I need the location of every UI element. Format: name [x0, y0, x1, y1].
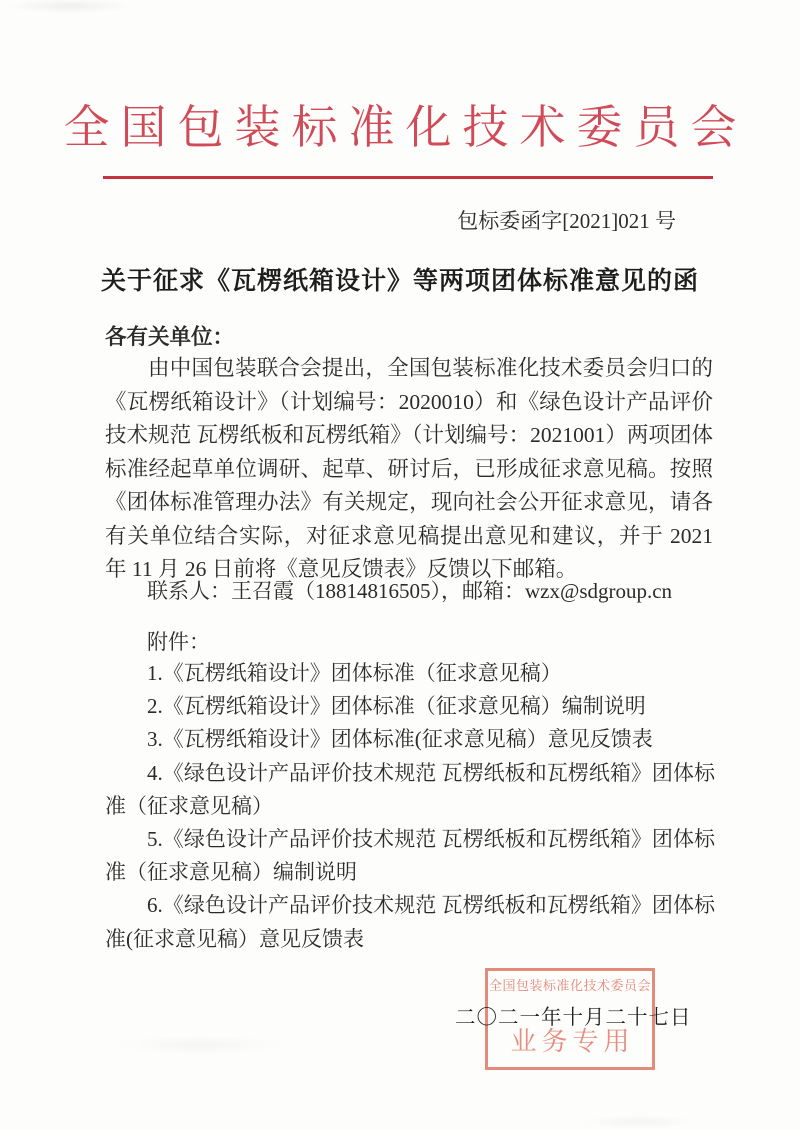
- attachment-item-6: 6.《绿色设计产品评价技术规范 瓦楞纸板和瓦楞纸箱》团体标准(征求意见稿）意见反馈表: [105, 893, 715, 951]
- issue-date: 二〇二一年十月二十七日: [455, 1007, 692, 1029]
- letterhead-divider-rule: [103, 176, 713, 179]
- salutation: 各有关单位：: [105, 325, 235, 349]
- letterhead-title: 全国包装标准化技术委员会: [63, 102, 748, 153]
- attachments-list: [105, 657, 715, 956]
- document-number: 包标委函字[2021]021 号: [457, 209, 676, 233]
- attachment-item-2: 2.《瓦楞纸箱设计》团体标准（征求意见稿）编制说明: [147, 694, 646, 719]
- document-title: 关于征求《瓦楞纸箱设计》等两项团体标准意见的函: [100, 268, 699, 295]
- attachment-item-4: 4.《绿色设计产品评价技术规范 瓦楞纸板和瓦楞纸箱》团体标准（征求意见稿）: [105, 760, 715, 818]
- body-paragraph: 由中国包装联合会提出，全国包装标准化技术委员会归口的《瓦楞纸箱设计》（计划编号：2020010）和《绿色设计产品评价技术规范 瓦楞纸板和瓦楞纸箱》（计划编号：2021001）两项团体标准经起草单位调研、起草、研讨后，已形成征求意见稿。按照《团体标准管理办法》有关规定，现向社会公开征求意见，请各有关单位结合实际，对征求意见稿提出意见和建议，并于 2021 年 11 月 26 日前将《意见反馈表》反馈以下邮箱。: [105, 356, 713, 581]
- attachments-label: 附件：: [147, 630, 210, 654]
- stamp-organization-text: 全国包装标准化技术委员会: [488, 978, 651, 993]
- attachment-item-5: 5.《绿色设计产品评价技术规范 瓦楞纸板和瓦楞纸箱》团体标准（征求意见稿）编制说明: [105, 827, 715, 885]
- stamp-purpose-text: 业务专用: [510, 1027, 635, 1056]
- attachment-item-1: 1.《瓦楞纸箱设计》团体标准（征求意见稿）: [147, 661, 562, 685]
- contact-info: 联系人：王召霞（18814816505），邮箱：wzx@sdgroup.cn: [147, 579, 673, 603]
- attachment-item-3: 3.《瓦楞纸箱设计》团体标准(征求意见稿）意见反馈表: [147, 727, 653, 752]
